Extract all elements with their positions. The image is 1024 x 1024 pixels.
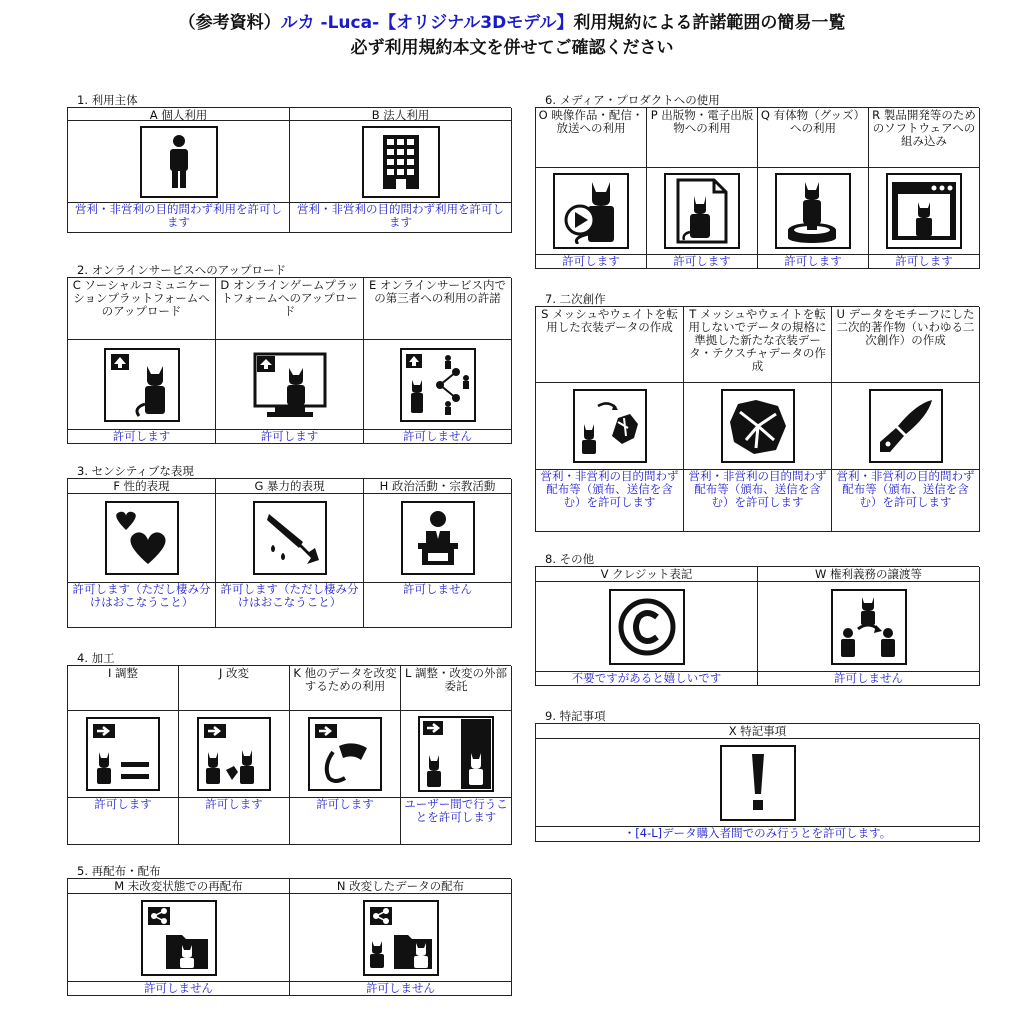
status-g: 許可します（ただし棲み分けはおこなうこと） <box>216 583 364 628</box>
status-u: 営利・非営利の目的問わず配布等（頒布、送信を含む）を許可します <box>832 470 980 532</box>
transfer-icon <box>831 589 907 665</box>
pen-icon <box>869 389 943 463</box>
section-special-notes <box>535 709 979 842</box>
status-m: 許可しません <box>68 982 290 996</box>
status-n: 許可しません <box>290 982 512 996</box>
status-k: 許可します <box>290 798 401 845</box>
header-x: X 特記事項 <box>536 724 980 739</box>
section-title: 7. 二次創作 <box>545 292 606 306</box>
status-f: 許可します（ただし棲み分けはおこなうこと） <box>68 583 216 628</box>
page-title <box>0 8 1024 33</box>
document-icon <box>664 173 740 249</box>
exclamation-icon <box>720 745 796 821</box>
status-d: 許可します <box>216 430 364 444</box>
building-icon <box>362 126 440 198</box>
header-u: U データをモチーフにした二次的著作物（いわゆる二次創作）の作成 <box>832 307 980 383</box>
section-title: 2. オンラインサービスへのアップロード <box>77 263 286 277</box>
header-c: C ソーシャルコミュニケーションプラットフォームへのアップロード <box>68 278 216 340</box>
status-h: 許可しません <box>364 583 512 628</box>
status-x: ・[4-L]データ購入者間でのみ行うとを許可します。 <box>536 827 980 842</box>
header-t: T メッシュやウェイトを転用しないでデータの規格に準拠した新たな衣装データ・テクスチャデータの作成 <box>684 307 832 383</box>
section-other <box>535 552 979 686</box>
upload-monitor-icon <box>252 348 328 422</box>
reuse-icon <box>308 717 382 791</box>
header-p: P 出版物・電子出版物への利用 <box>647 108 758 168</box>
adjust-icon <box>86 717 160 791</box>
section-title: 3. センシティブな表現 <box>77 464 194 478</box>
status-t: 営利・非営利の目的問わず配布等（頒布、送信を含む）を許可します <box>684 470 832 532</box>
status-r: 許可します <box>869 255 980 269</box>
section-title: 4. 加工 <box>77 651 115 665</box>
section-redistribution <box>67 864 511 996</box>
status-i: 許可します <box>68 798 179 845</box>
status-s: 営利・非営利の目的問わず配布等（頒布、送信を含む）を許可します <box>536 470 684 532</box>
page-subtitle: 必ず利用規約本文を併せてご確認ください <box>350 38 674 58</box>
header-d: D オンラインゲームプラットフォームへのアップロード <box>216 278 364 340</box>
header-k: K 他のデータを改変するための利用 <box>290 666 401 711</box>
title-suffix: 利用規約による許諾範囲の簡易一覧 <box>573 13 846 33</box>
section-derivative-works <box>535 292 979 532</box>
hearts-icon <box>105 501 179 575</box>
costume-icon <box>573 389 647 463</box>
header-m: M 未改変状態での再配布 <box>68 879 290 894</box>
modify-icon <box>197 717 271 791</box>
video-icon <box>553 173 629 249</box>
person-icon <box>140 126 218 198</box>
section-title: 8. その他 <box>545 552 595 566</box>
header-j: J 改変 <box>179 666 290 711</box>
section-processing <box>67 651 511 845</box>
copyright-icon <box>609 589 685 665</box>
section-online-upload <box>67 263 511 444</box>
new-costume-icon <box>721 389 795 463</box>
status-a: 営利・非営利の目的問わず利用を許可します <box>68 203 290 233</box>
header-h: H 政治活動・宗教活動 <box>364 479 512 494</box>
section-media-products <box>535 93 979 269</box>
section-title: 5. 再配布・配布 <box>77 864 161 878</box>
figure-icon <box>775 173 851 249</box>
header-b: B 法人利用 <box>290 108 512 121</box>
section-usage-subject <box>67 93 511 233</box>
podium-icon <box>401 501 475 575</box>
status-o: 許可します <box>536 255 647 269</box>
section-sensitive-expression <box>67 464 511 628</box>
header-f: F 性的表現 <box>68 479 216 494</box>
knife-icon <box>253 501 327 575</box>
header-o: O 映像作品・配信・放送への利用 <box>536 108 647 168</box>
status-p: 許可します <box>647 255 758 269</box>
redistribute-icon <box>141 900 217 976</box>
upload-cat-icon <box>104 348 180 422</box>
status-l: ユーザー間で行うことを許可します <box>401 798 512 845</box>
share-users-icon <box>400 348 476 422</box>
title-product-name: ルカ -Luca-【オリジナル3Dモデル】 <box>280 13 574 33</box>
status-j: 許可します <box>179 798 290 845</box>
status-v: 不要ですがあると嬉しいです <box>536 672 758 686</box>
header-r: R 製品開発等のためのソフトウェアへの組み込み <box>869 108 980 168</box>
header-e: E オンラインサービス内での第三者への利用の許諾 <box>364 278 512 340</box>
header-a: A 個人利用 <box>68 108 290 121</box>
header-s: S メッシュやウェイトを転用した衣装データの作成 <box>536 307 684 383</box>
header-n: N 改変したデータの配布 <box>290 879 512 894</box>
status-c: 許可します <box>68 430 216 444</box>
header-g: G 暴力的表現 <box>216 479 364 494</box>
header-w: W 権利義務の譲渡等 <box>758 567 980 582</box>
section-title: 9. 特記事項 <box>545 709 606 723</box>
header-l: L 調整・改変の外部委託 <box>401 666 512 711</box>
status-b: 営利・非営利の目的問わず利用を許可します <box>290 203 512 233</box>
title-prefix: （参考資料） <box>178 13 281 33</box>
section-title: 6. メディア・プロダクトへの使用 <box>545 93 720 107</box>
status-q: 許可します <box>758 255 869 269</box>
software-icon <box>886 173 962 249</box>
header-v: V クレジット表記 <box>536 567 758 582</box>
header-i: I 調整 <box>68 666 179 711</box>
distribute-modified-icon <box>363 900 439 976</box>
status-w: 許可しません <box>758 672 980 686</box>
header-q: Q 有体物（グッズ）への利用 <box>758 108 869 168</box>
section-title: 1. 利用主体 <box>77 93 138 107</box>
status-e: 許可しません <box>364 430 512 444</box>
outsource-icon <box>418 716 494 792</box>
